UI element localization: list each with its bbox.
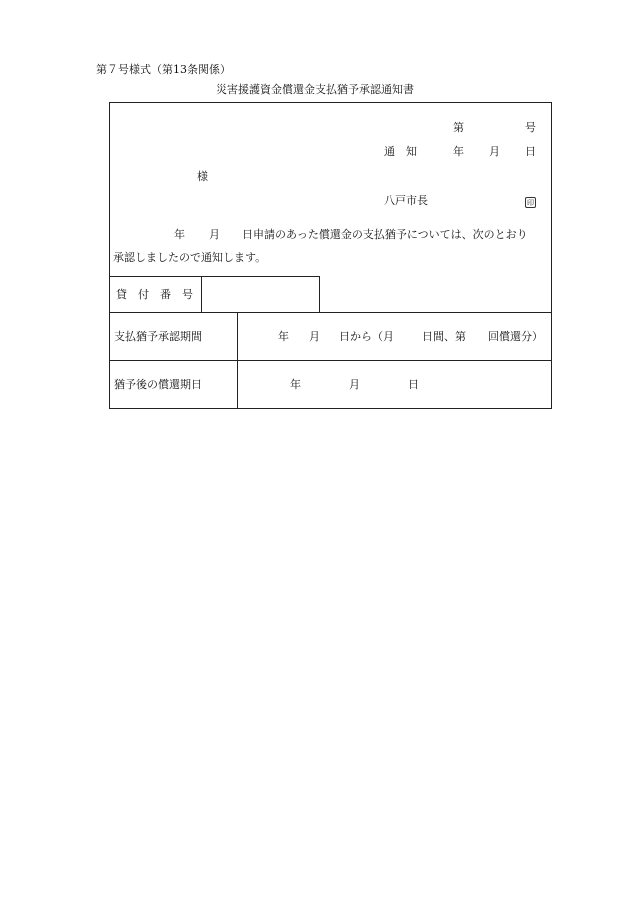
table-line-row1 <box>109 312 552 313</box>
table-line-loan-right <box>319 276 320 313</box>
period-year-label: 年 <box>278 330 289 343</box>
body-text-line1: 日申請のあった償還金の支払猶予については、次のとおり <box>242 228 528 241</box>
due-year-label: 年 <box>290 378 301 391</box>
period-installments-text: 回償還分） <box>488 330 543 343</box>
table-line-col <box>237 312 238 409</box>
notice-year-label: 年 <box>453 145 464 158</box>
period-month-label: 月 <box>309 330 320 343</box>
issuer-name: 八戸市長 <box>384 194 428 207</box>
number-prefix: 第 <box>453 121 464 134</box>
table-line-top-loan <box>109 276 320 277</box>
application-year-label: 年 <box>174 228 185 241</box>
seal-label: 印 <box>527 199 534 207</box>
period-days-text: 日間、第 <box>422 330 466 343</box>
notice-day-label: 日 <box>525 145 536 158</box>
deferral-period-label: 支払猶予承認期間 <box>114 330 202 343</box>
period-from-text: 日から（月 <box>339 330 394 343</box>
table-line-loan-mid <box>201 276 202 313</box>
table-line-row2 <box>109 360 552 361</box>
due-date-label: 猶予後の償還期日 <box>114 378 202 391</box>
form-number-label: 第７号様式（第13条関係） <box>96 63 231 76</box>
body-text-line2: 承認しましたので通知します。 <box>113 251 267 264</box>
addressee-suffix: 様 <box>197 170 208 183</box>
number-suffix: 号 <box>525 121 536 134</box>
document-title: 災害援護資金償還金支払猶予承認通知書 <box>216 83 414 96</box>
notice-label: 通 知 <box>384 145 417 158</box>
application-month-label: 月 <box>209 228 220 241</box>
due-day-label: 日 <box>408 378 419 391</box>
notice-month-label: 月 <box>489 145 500 158</box>
loan-number-label: 貸 付 番 号 <box>116 288 193 301</box>
due-month-label: 月 <box>349 378 360 391</box>
seal-mark <box>525 195 536 208</box>
